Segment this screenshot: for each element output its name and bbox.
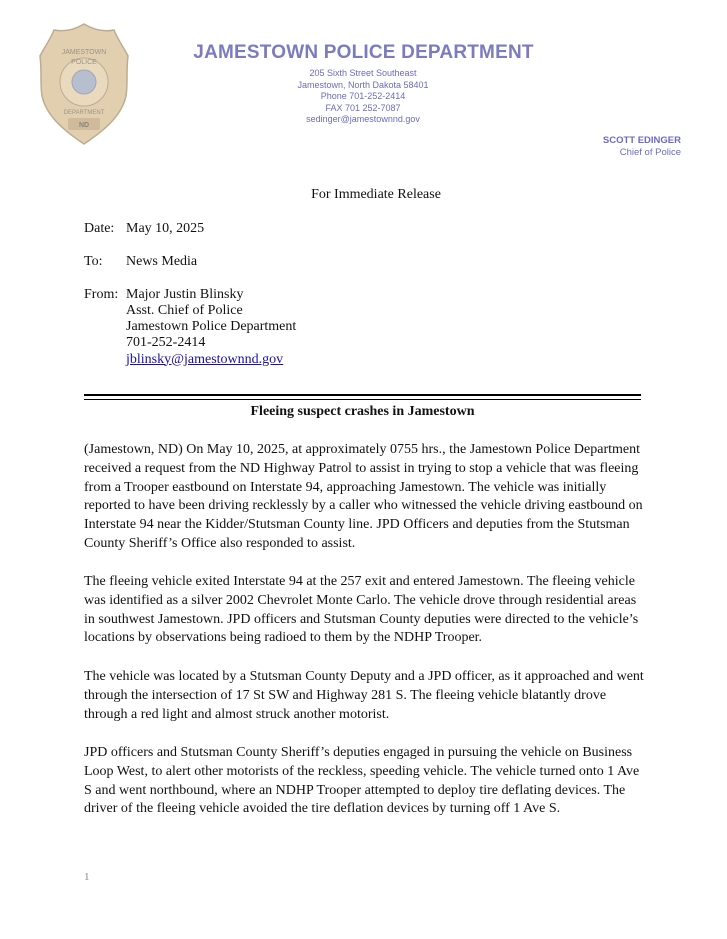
police-badge-logo <box>38 22 130 146</box>
date-value: May 10, 2025 <box>126 221 205 236</box>
chief-title: Chief of Police <box>619 146 681 158</box>
svg-text:POLICE: POLICE <box>71 59 97 66</box>
svg-text:JAMESTOWN: JAMESTOWN <box>61 49 107 56</box>
chief-name: SCOTT EDINGER <box>602 135 681 146</box>
address-line2: Jamestown, North Dakota 58401 <box>297 79 429 90</box>
to-field <box>84 254 197 270</box>
department-name: JAMESTOWN POLICE DEPARTMENT <box>193 42 534 63</box>
to-value: News Media <box>126 254 198 269</box>
phone-line: Phone 701-252-2414 <box>320 91 406 102</box>
from-org: Jamestown Police Department <box>126 319 297 335</box>
to-label: To: <box>84 254 103 269</box>
from-details <box>126 303 296 368</box>
body-paragraph-4: JPD officers and Stutsman County Sheriff’s deputies engaged in pursuing the vehicle on Business Loop West, to alert other motorists of the reckless, speeding vehicle. The vehicle turned onto 1 Ave S and went northbound, where an NDHP Trooper attempted to deploy tire deflating devices. The driver of the fleeing vehicle avoided the tire deflation devices by turning off 1 Ave S. <box>84 745 640 817</box>
divider-thin <box>84 399 641 400</box>
email-line: sedinger@jamestownnd.gov <box>306 114 420 125</box>
page-number: 1 <box>84 871 90 883</box>
from-phone: 701-252-2414 <box>126 335 206 351</box>
svg-text:ND: ND <box>78 122 90 129</box>
chief-block <box>603 135 681 158</box>
from-name: Major Justin Blinsky <box>126 287 244 302</box>
from-field <box>84 287 243 303</box>
svg-text:DEPARTMENT: DEPARTMENT <box>63 110 105 116</box>
body-paragraph-3: The vehicle was located by a Stutsman County Deputy and a JPD officer, as it approached and went through the intersection of 17 St SW and Highway 281 S. The fleeing vehicle blatantly drove through a red light and almost struck another motorist. <box>84 669 644 722</box>
body-paragraph-2: The fleeing vehicle exited Interstate 94 at the 257 exit and entered Jamestown. The fleeing vehicle was identified as a silver 2002 Chevrolet Monte Carlo. The vehicle drove through residential areas in southwest Jamestown. JPD officers and Stutsman County deputies were directed to the vehicle’s locations by observations being radioed to them by the NDHP Trooper. <box>84 574 639 646</box>
divider-thick <box>84 394 641 396</box>
headline: Fleeing suspect crashes in Jamestown <box>250 404 475 419</box>
from-title: Asst. Chief of Police <box>126 303 243 318</box>
from-label: From: <box>84 287 119 302</box>
release-label: For Immediate Release <box>311 187 441 202</box>
body-paragraph-1: (Jamestown, ND) On May 10, 2025, at approximately 0755 hrs., the Jamestown Police Department received a request from the ND Highway Patrol to assist in trying to stop a vehicle that was fleeing from a Trooper eastbound on Interstate 94, approaching Jamestown. The vehicle was initially reported to have been driving recklessly by a caller who witnessed the vehicle driving eastbound on Interstate 94 near the Kidder/Stutsman County line. JPD Officers and deputies from the Stutsman County Sheriff’s Office also responded to assist. <box>84 442 643 551</box>
date-label: Date: <box>84 221 115 236</box>
date-field <box>84 221 204 237</box>
fax-line: FAX 701 252-7087 <box>325 102 401 113</box>
from-email-link[interactable]: jblinsky@jamestownnd.gov <box>126 351 284 367</box>
address-line1: 205 Sixth Street Southeast <box>309 68 417 78</box>
